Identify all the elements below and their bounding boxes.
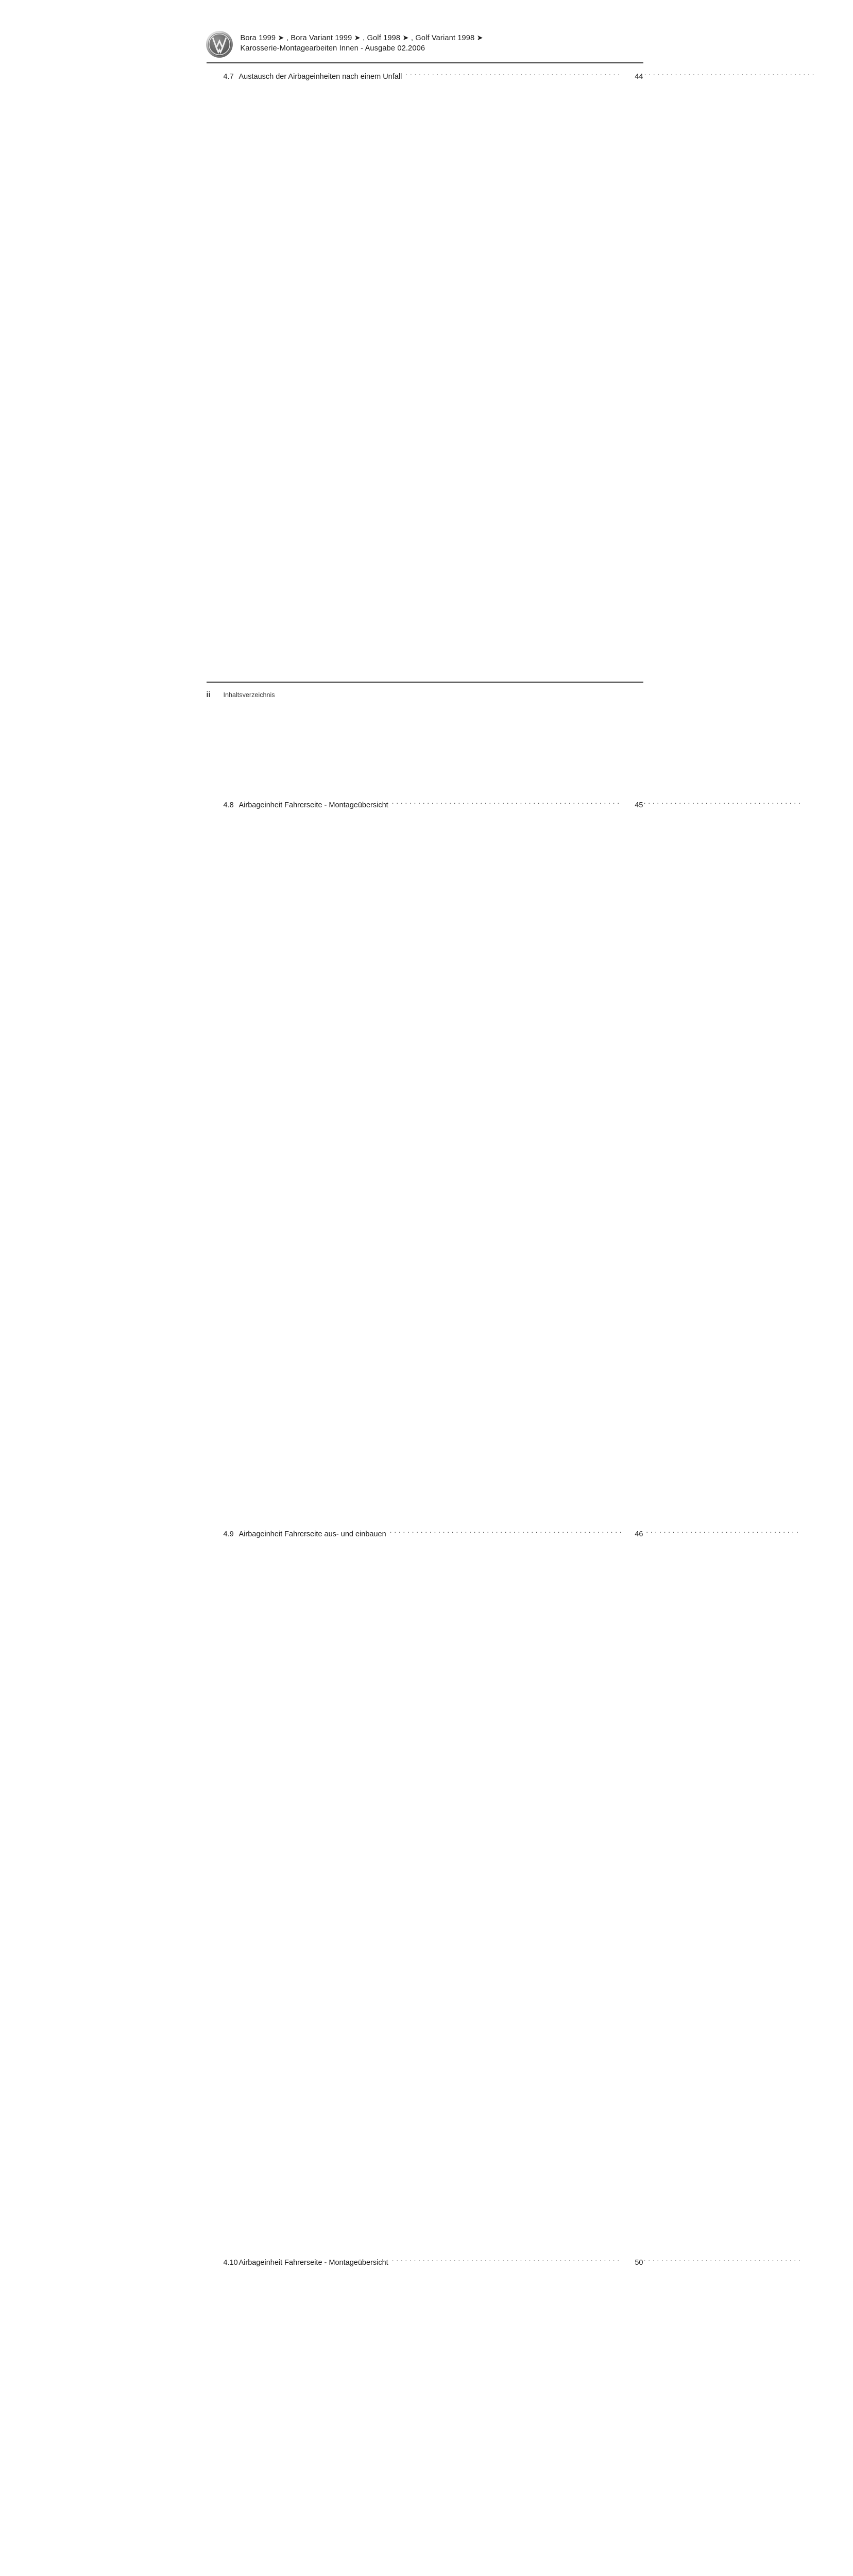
toc-entry-number: 4.10 xyxy=(207,2258,239,2268)
document-page xyxy=(169,0,684,728)
volkswagen-logo-icon xyxy=(206,30,233,58)
page-header xyxy=(207,30,643,58)
page-number: ii xyxy=(207,690,224,699)
toc-entry-row[interactable] xyxy=(207,1529,643,2258)
footer-label: Inhaltsverzeichnis xyxy=(224,691,275,699)
toc-entry-title: Austausch der Airbageinheiten nach einem Unfall xyxy=(239,72,406,82)
toc-entry-title: Airbageinheit Fahrerseite - Montageübersicht xyxy=(239,2258,392,2268)
toc-entry-page: 50 xyxy=(622,2258,643,2576)
toc-entry-title: Airbageinheit Fahrerseite - Montageübersicht xyxy=(239,800,392,811)
toc-entry-page: 46 xyxy=(622,1529,643,2258)
header-subtitle-line: Karosserie-Montagearbeiten Innen - Ausgabe 02.2006 xyxy=(241,43,483,54)
dot-leader xyxy=(390,1529,622,1536)
header-text-block xyxy=(241,30,483,54)
dot-leader xyxy=(392,2258,622,2265)
dot-leader xyxy=(405,71,621,79)
toc-entry-row[interactable] xyxy=(207,2258,643,2576)
toc-entry-title: Airbageinheit Fahrerseite aus- und einbauen xyxy=(239,1529,390,1540)
toc-entry-number: 4.8 xyxy=(207,800,239,811)
footer-divider xyxy=(207,682,643,683)
toc-entry-row[interactable] xyxy=(207,800,643,1529)
toc-entry-page: 45 xyxy=(622,800,643,1529)
dot-leader xyxy=(392,800,622,808)
header-divider xyxy=(207,62,643,63)
toc-entry-number: 4.7 xyxy=(207,72,239,82)
header-model-line: Bora 1999 ➤ , Bora Variant 1999 ➤ , Golf 1998 ➤ , Golf Variant 1998 ➤ xyxy=(241,33,483,43)
table-of-contents xyxy=(207,71,643,2576)
toc-entry-page: 44 xyxy=(622,72,643,800)
page-footer xyxy=(207,690,275,699)
toc-entry-number: 4.9 xyxy=(207,1529,239,1540)
